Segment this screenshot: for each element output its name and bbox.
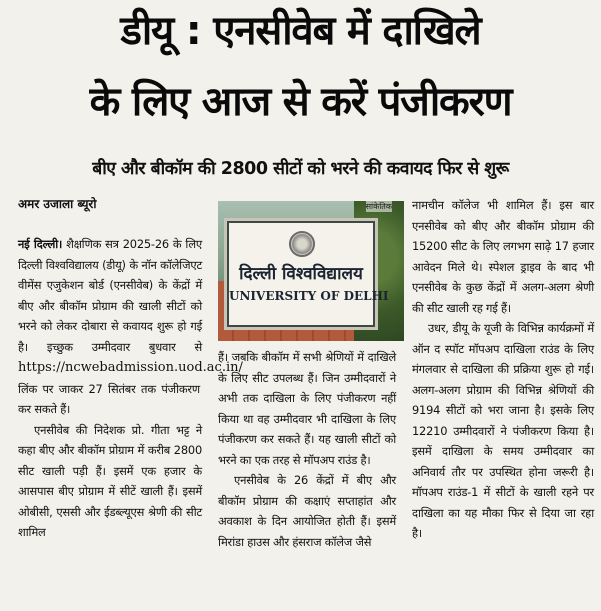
signboard-english-text: UNIVERSITY OF DELHI xyxy=(229,289,389,303)
article-paragraph-3: हैं। जबकि बीकॉम में सभी श्रेणियों में दाखिले के लिए सीट उपलब्ध हैं। जिन उम्मीदवारों ने अभी तक दाखिला के लिए पंजीकरण नहीं किया था वह उम्मीदवार भी दाखिला के लिए पंजीकरण कर सकते हैं। यह खाली सीटों को भरने का एक तरह से मॉपअप राउंड है। xyxy=(218,350,396,467)
signboard-hindi-text: दिल्ली विश्वविद्यालय xyxy=(239,264,363,284)
byline: अमर उजाला ब्यूरो xyxy=(18,197,97,211)
headline-line-2: के लिए आज से करें पंजीकरण xyxy=(89,79,512,125)
photo-credit: सांकेतिक xyxy=(365,202,392,211)
university-emblem-icon xyxy=(289,231,315,257)
article-paragraph-4: एनसीवेब के 26 केंद्रों में बीए और बीकॉम प्रोग्राम की कक्षाएं सप्ताहांत और अवकाश के दिन आयोजित होती हैं। इसमें मिरांडा हाउस और हंसराज कॉलेज जैसे xyxy=(218,473,396,549)
university-signboard xyxy=(227,221,389,327)
article-column-3 xyxy=(412,195,594,611)
article-column-1 xyxy=(18,234,243,611)
article-paragraph-2: एनसीवेब की निदेशक प्रो. गीता भट्ट ने कहा बीए और बीकॉम प्रोग्राम में करीब 2800 सीट खाली पड़ी हैं। इसमें एक हजार के आसपास बीए प्रोग्राम में सीटें खाली हैं। इसमें ओबीसी, एससी और ईडब्ल्यूएस श्रेणी की सीट शामिल xyxy=(18,422,202,539)
paragraph-1-text-a: शैक्षणिक सत्र 2025-26 के लिए दिल्ली विश्वविद्यालय (डीयू) के नॉन कॉलेजिएट वीमेंस एजुकेशन बोर्ड (एनसीवेब) के केंद्रों में बीए और बीकॉम प्रोग्राम की खाली सीटों को भरने को लेकर दोबारा से कवायद शुरू हो गई है। इच्छुक उम्मीदवार बुधवार से xyxy=(18,237,202,354)
university-sign-photo xyxy=(218,201,396,341)
headline-line-1: डीयू : एनसीवेब में दाखिले xyxy=(120,8,481,54)
article-column-2 xyxy=(218,347,396,611)
paragraph-1-text-b: लिंक पर जाकर 27 सितंबर तक पंजीकरण कर सकते हैं। xyxy=(18,381,200,416)
subheadline: बीए और बीकॉम की 2800 सीटों को भरने की कवायद फिर से शुरू xyxy=(92,159,509,179)
article-paragraph-5: नामचीन कॉलेज भी शामिल हैं। इस बार एनसीवेब को बीए और बीकॉम प्रोग्राम की 15200 सीट के लिए लगभग साढ़े 17 हजार आवेदन मिले थे। स्पेशल ड्राइव के बाद भी एनसीवेब के कुछ केंद्रों में अलग-अलग श्रेणी की सीट खाली रह गई हैं। xyxy=(412,198,594,315)
dateline: नई दिल्ली। xyxy=(18,237,63,251)
article-paragraph-1 xyxy=(18,234,243,420)
registration-link: https://ncwebadmission.uod.ac.in/ xyxy=(18,360,243,375)
article-paragraph-6: उधर, डीयू के यूजी के विभिन्न कार्यक्रमों में ऑन द स्पॉट मॉपअप दाखिला राउंड के लिए मंगलवार से दाखिला की प्रक्रिया शुरू हो गई। अलग-अलग प्रोग्राम की विभिन्न श्रेणियों की 9194 सीटों को भरा जाना है। इसके लिए 12210 उम्मीदवारों ने पंजीकरण किया है। इसमें दाखिला के समय उम्मीदवार का अनिवार्य तौर पर उपस्थित होना जरूरी है। मॉपअप राउंड-1 में सीटों के खाली रहने पर दाखिला का यह मौका फिर से दिया जा रहा है। xyxy=(412,321,594,540)
